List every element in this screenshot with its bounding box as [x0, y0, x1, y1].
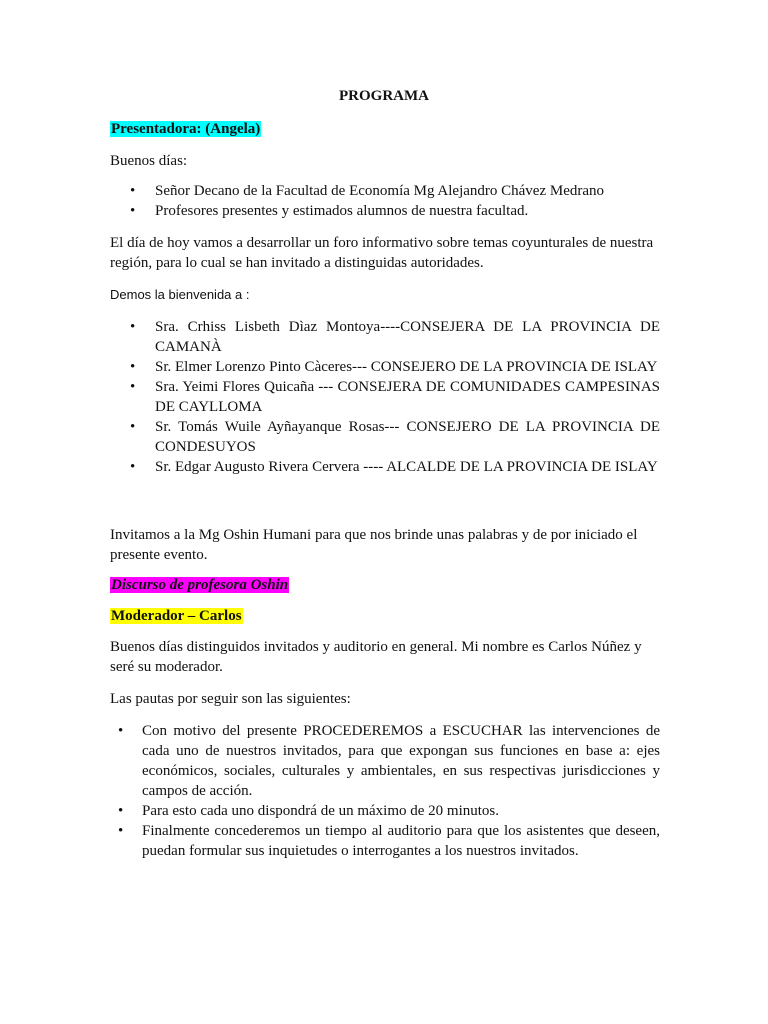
speech-heading: Discurso de profesora Oshin	[111, 577, 289, 593]
bullet-icon: •	[118, 823, 124, 839]
list-item: • Sra. Yeimi Flores Quicaña --- CONSEJERA DE COMUNIDADES CAMPESINAS DE CAYLLOMA	[130, 379, 660, 415]
list-item: • Sra. Crhiss Lisbeth Dìaz Montoya----CONSEJERA DE LA PROVINCIA DE CAMANÀ	[130, 319, 660, 355]
list-item: • Con motivo del presente PROCEDEREMOS a ESCUCHAR las intervenciones de cada uno de nuestros invitados, para que expongan sus funciones en base a: ejes económicos, sociales, culturales y ambientales, en sus respectivas jurisdicciones y campos de acción.	[118, 723, 660, 799]
bullet-icon: •	[130, 359, 136, 375]
bullet-icon: •	[130, 459, 136, 475]
bullet-icon: •	[130, 183, 136, 199]
list-item: • Sr. Elmer Lorenzo Pinto Càceres--- CONSEJERO DE LA PROVINCIA DE ISLAY	[130, 359, 658, 375]
moderator-heading: Moderador – Carlos	[111, 608, 242, 624]
rules-label: Las pautas por seguir son las siguientes:	[110, 691, 351, 707]
invite-paragraph: Invitamos a la Mg Oshin Humani para que nos brinde unas palabras y de por iniciado el presente evento.	[110, 527, 638, 563]
welcome-label: Demos la bienvenida a :	[110, 287, 250, 302]
bullet-icon: •	[130, 203, 136, 219]
bullet-icon: •	[118, 803, 124, 819]
bullet-icon: •	[118, 723, 124, 739]
list-item: • Sr. Tomás Wuile Ayñayanque Rosas--- CONSEJERO DE LA PROVINCIA DE CONDESUYOS	[130, 419, 660, 455]
speech-heading-line	[110, 575, 660, 595]
intro-paragraph: El día de hoy vamos a desarrollar un foro informativo sobre temas coyunturales de nuestra región, para lo cual se han invitado a distinguidas autoridades.	[110, 235, 654, 271]
bullet-icon: •	[130, 419, 136, 435]
list-item: • Profesores presentes y estimados alumnos de nuestra facultad.	[130, 203, 529, 219]
bullet-icon: •	[130, 319, 136, 335]
presenter-heading-line	[110, 119, 660, 139]
greeting: Buenos días:	[110, 153, 188, 169]
rules-list	[110, 721, 660, 861]
list-item: • Señor Decano de la Facultad de Economía Mg Alejandro Chávez Medrano	[130, 183, 605, 199]
list-item: • Para esto cada uno dispondrá de un máximo de 20 minutos.	[118, 803, 500, 819]
list-item: • Sr. Edgar Augusto Rivera Cervera ---- ALCALDE DE LA PROVINCIA DE ISLAY	[130, 459, 658, 475]
document-title: PROGRAMA	[339, 88, 429, 104]
moderator-heading-line	[110, 606, 660, 626]
presenter-heading: Presentadora: (Angela)	[111, 121, 261, 137]
list-item: • Finalmente concederemos un tiempo al auditorio para que los asistentes que deseen, puedan formular sus inquietudes o interrogantes a los nuestros invitados.	[118, 823, 660, 859]
guest-list	[110, 317, 660, 477]
greeting-list	[110, 181, 660, 221]
moderator-intro: Buenos días distinguidos invitados y auditorio en general. Mi nombre es Carlos Núñez y seré su moderador.	[110, 639, 642, 675]
bullet-icon: •	[130, 379, 136, 395]
